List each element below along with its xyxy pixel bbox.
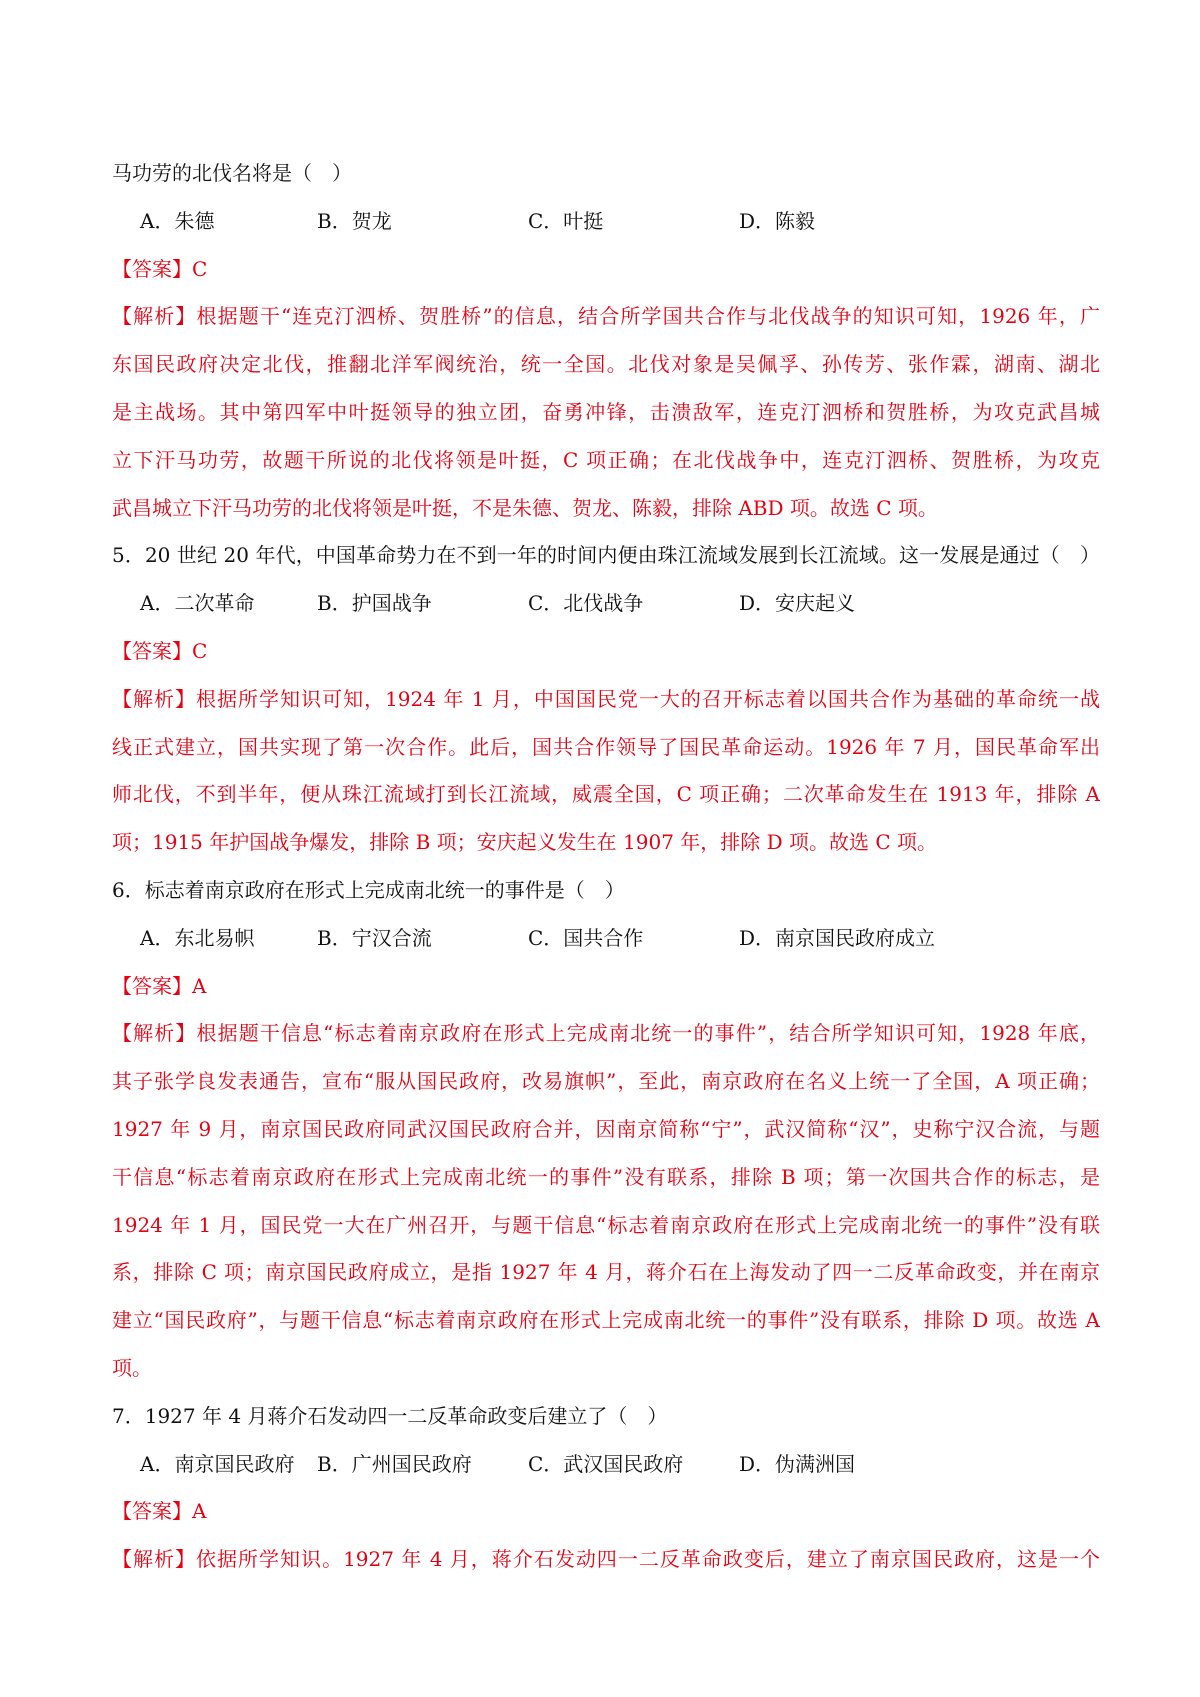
q6-analysis-line: 【解析】根据题干信息“标志着南京政府在形式上完成南北统一的事件”，结合所学知识可知，1928 年底， — [112, 1021, 1100, 1046]
q7-option-c: C．武汉国民政府 — [528, 1451, 684, 1476]
answer-label: 【答案】 — [112, 973, 192, 998]
q7-option-d: D．伪满洲国 — [739, 1451, 856, 1476]
q4-analysis-line: 是主战场。其中第四军中叶挺领导的独立团，奋勇冲锋，击溃敌军，连克汀泗桥和贺胜桥，为攻克武昌城 — [112, 399, 1100, 424]
answer-value: A — [192, 1499, 207, 1524]
q5-analysis-line: 线正式建立，国共实现了第一次合作。此后，国共合作领导了国民革命运动。1926 年 7 月，国民革命军出 — [112, 734, 1100, 759]
q4-option-c: C．叶挺 — [528, 208, 604, 233]
q4-stem: 马功劳的北伐名将是（ ） — [112, 161, 352, 185]
answer-value: C — [192, 638, 208, 663]
q6-option-b: B．宁汉合流 — [317, 925, 432, 950]
q4-analysis-line: 东国民政府决定北伐，推翻北洋军阀统治，统一全国。北伐对象是吴佩孚、孙传芳、张作霖，湖南、湖北 — [112, 352, 1100, 377]
q5-analysis-line: 师北伐，不到半年，便从珠江流域打到长江流域，威震全国，C 项正确；二次革命发生在 1913 年，排除 A — [112, 782, 1100, 807]
answer-label: 【答案】 — [112, 638, 192, 663]
q6-stem: 6．标志着南京政府在形式上完成南北统一的事件是（ ） — [112, 877, 625, 902]
q5-stem: 5．20 世纪 20 年代，中国革命势力在不到一年的时间内便由珠江流域发展到长江流域。这一发展是通过（ ） — [112, 543, 1100, 568]
q6-answer — [112, 963, 1100, 1011]
q4-analysis-line: 武昌城立下汗马功劳的北伐将领是叶挺，不是朱德、贺龙、陈毅，排除 ABD 项。故选 C 项。 — [112, 495, 938, 520]
q6-analysis-line: 项。 — [112, 1355, 152, 1380]
q5-options — [112, 580, 1100, 628]
answer-value: A — [192, 973, 207, 998]
q4-analysis-line: 【解析】根据题干“连克汀泗桥、贺胜桥”的信息，结合所学国共合作与北伐战争的知识可知，1926 年，广 — [112, 304, 1100, 329]
q7-answer — [112, 1488, 1100, 1536]
q4-option-d: D．陈毅 — [739, 208, 816, 233]
answer-label: 【答案】 — [112, 256, 192, 281]
q4-option-a: A．朱德 — [140, 208, 215, 233]
q5-analysis-line: 项；1915 年护国战争爆发，排除 B 项；安庆起义发生在 1907 年，排除 D 项。故选 C 项。 — [112, 830, 938, 855]
exam-page — [112, 150, 1100, 1584]
q5-answer — [112, 628, 1100, 676]
q4-option-b: B．贺龙 — [317, 208, 392, 233]
q6-analysis-line: 其子张学良发表通告，宣布“服从国民政府，改易旗帜”，至此，南京政府在名义上统一了全国，A 项正确； — [112, 1069, 1100, 1094]
q5-analysis-line: 【解析】根据所学知识可知，1924 年 1 月，中国国民党一大的召开标志着以国共合作为基础的革命统一战 — [112, 686, 1100, 711]
answer-label: 【答案】 — [112, 1499, 192, 1524]
q4-answer — [112, 246, 1100, 294]
q6-option-d: D．南京国民政府成立 — [739, 925, 936, 950]
q7-options — [112, 1441, 1100, 1489]
q7-stem: 7．1927 年 4 月蒋介石发动四一二反革命政变后建立了（ ） — [112, 1403, 668, 1428]
q7-option-a: A．南京国民政府 — [140, 1451, 295, 1476]
q5-option-d: D．安庆起义 — [739, 591, 856, 616]
q6-analysis-line: 干信息“标志着南京政府在形式上完成南北统一的事件”没有联系，排除 B 项；第一次国共合作的标志，是 — [112, 1164, 1100, 1189]
q6-options — [112, 915, 1100, 963]
q6-analysis-line: 系，排除 C 项；南京国民政府成立，是指 1927 年 4 月，蒋介石在上海发动了四一二反革命政变，并在南京 — [112, 1260, 1100, 1285]
q7-option-b: B．广州国民政府 — [317, 1451, 472, 1476]
q6-option-c: C．国共合作 — [528, 925, 644, 950]
answer-value: C — [192, 256, 208, 281]
q6-analysis-line: 建立“国民政府”，与题干信息“标志着南京政府在形式上完成南北统一的事件”没有联系，排除 D 项。故选 A — [112, 1308, 1100, 1333]
q5-option-b: B．护国战争 — [317, 591, 432, 616]
q5-option-c: C．北伐战争 — [528, 591, 644, 616]
q4-options — [112, 198, 1100, 246]
q6-analysis-line: 1924 年 1 月，国民党一大在广州召开，与题干信息“标志着南京政府在形式上完成南北统一的事件”没有联 — [112, 1212, 1100, 1237]
q5-option-a: A．二次革命 — [140, 591, 255, 616]
q4-analysis-line: 立下汗马功劳，故题干所说的北伐将领是叶挺，C 项正确；在北伐战争中，连克汀泗桥、贺胜桥，为攻克 — [112, 447, 1100, 472]
q6-analysis-line: 1927 年 9 月，南京国民政府同武汉国民政府合并，因南京简称“宁”，武汉简称“汉”，史称宁汉合流，与题 — [112, 1116, 1100, 1141]
q6-option-a: A．东北易帜 — [140, 925, 255, 950]
q7-analysis-line: 【解析】依据所学知识。1927 年 4 月，蒋介石发动四一二反革命政变后，建立了南京国民政府，这是一个 — [112, 1547, 1100, 1572]
